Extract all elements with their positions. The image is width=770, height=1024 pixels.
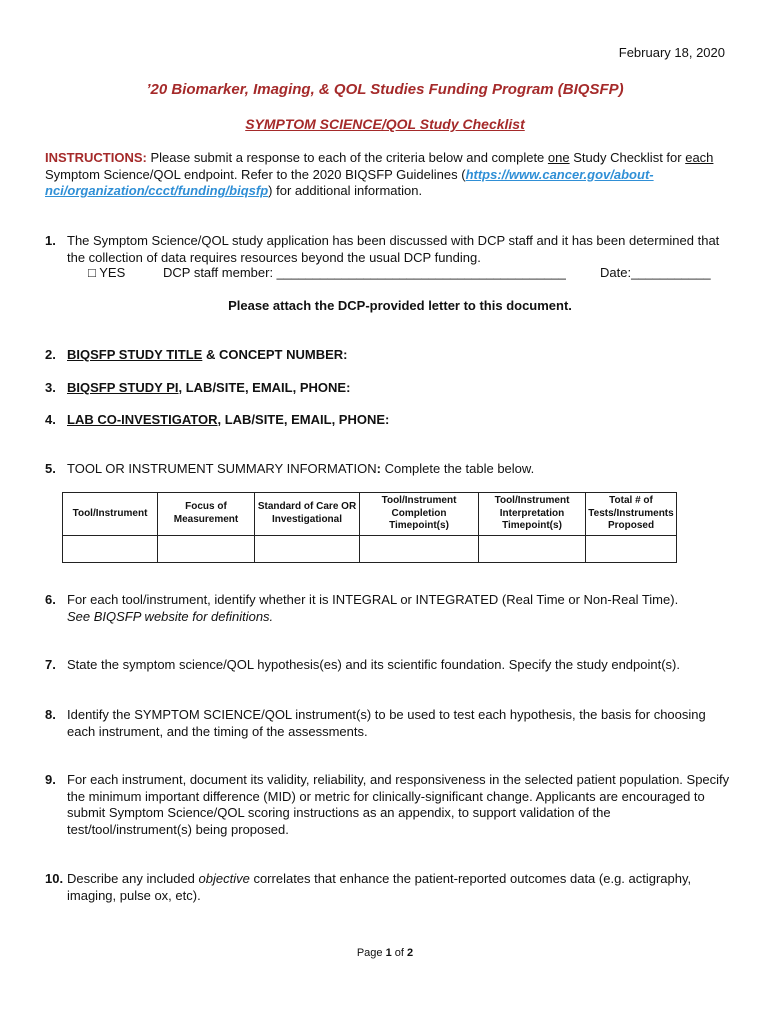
instructions-paragraph bbox=[45, 150, 735, 200]
table-row bbox=[63, 535, 677, 562]
item-text: & CONCEPT NUMBER: bbox=[202, 347, 348, 362]
instructions-emphasis-each: each bbox=[685, 150, 714, 165]
page-prefix: Page bbox=[356, 947, 386, 959]
item-text: , LAB/SITE, EMAIL, PHONE: bbox=[178, 380, 351, 395]
date-field[interactable]: Date:___________ bbox=[600, 265, 711, 280]
document-subtitle: SYMPTOM SCIENCE/QOL Study Checklist bbox=[245, 116, 525, 132]
instructions-emphasis-one: one bbox=[547, 150, 570, 165]
checklist-item-10 bbox=[45, 871, 735, 904]
item-text: State the symptom science/QOL hypothesis(es) and its scientific foundation. Specify the study endpoint(s). bbox=[67, 657, 680, 672]
item-text: For each tool/instrument, identify whether it is INTEGRAL or INTEGRATED (Real Time or Non-Real Time). bbox=[67, 592, 679, 607]
table-cell[interactable] bbox=[255, 535, 360, 562]
column-header-total-proposed: Total # of Tests/Instruments Proposed bbox=[586, 493, 677, 536]
item-colon: : bbox=[376, 461, 381, 476]
document-date: February 18, 2020 bbox=[618, 45, 725, 60]
page-total: 2 bbox=[407, 947, 414, 959]
yes-checkbox[interactable]: □ YES bbox=[88, 265, 126, 280]
study-pi-label: BIQSFP STUDY PI bbox=[67, 380, 179, 395]
attach-letter-note: Please attach the DCP-provided letter to this document. bbox=[228, 298, 572, 313]
item-number: 7. bbox=[45, 657, 56, 672]
item-text: The Symptom Science/QOL study application has been discussed with DCP staff and it has been determined that the collection of data requires resources beyond the usual DCP funding. bbox=[67, 233, 720, 265]
item-number: 5. bbox=[45, 461, 56, 476]
instructions-label: INSTRUCTIONS: bbox=[45, 150, 147, 165]
item-number: 6. bbox=[45, 592, 56, 607]
checklist-item-9 bbox=[45, 772, 735, 838]
guidelines-link[interactable]: https://www.cancer.gov/about-nci/organization/ccct/funding/biqsfp bbox=[45, 166, 654, 198]
checklist-item-3 bbox=[45, 380, 735, 397]
item-text: TOOL OR INSTRUMENT SUMMARY INFORMATION bbox=[67, 461, 377, 476]
checklist-item-7 bbox=[45, 657, 735, 674]
item-italic-word: objective bbox=[198, 871, 250, 886]
instructions-text: ) for additional information. bbox=[268, 183, 423, 198]
page-of: of bbox=[391, 947, 408, 959]
item-number: 3. bbox=[45, 380, 56, 395]
item-text: Identify the SYMPTOM SCIENCE/QOL instrument(s) to be used to test each hypothesis, the basis for choosing each instrument, and the timing of the assessments. bbox=[67, 707, 706, 739]
page-footer bbox=[0, 947, 770, 959]
item-italic-note: See BIQSFP website for definitions. bbox=[67, 608, 274, 624]
table-cell[interactable] bbox=[479, 535, 586, 562]
column-header-focus: Focus of Measurement bbox=[158, 493, 255, 536]
item-text: Complete the table below. bbox=[380, 461, 535, 476]
checklist-item-1 bbox=[45, 233, 735, 266]
instructions-text: Study Checklist for bbox=[569, 150, 686, 165]
checklist-item-2 bbox=[45, 347, 735, 364]
item-number: 10. bbox=[45, 871, 64, 886]
item-text: Describe any included bbox=[67, 871, 199, 886]
table-cell[interactable] bbox=[586, 535, 677, 562]
column-header-interpretation-timepoint: Tool/Instrument Interpretation Timepoint(s) bbox=[479, 493, 586, 536]
table-cell[interactable] bbox=[158, 535, 255, 562]
table-header-row bbox=[63, 493, 677, 536]
column-header-tool: Tool/Instrument bbox=[63, 493, 158, 536]
checklist-item-8 bbox=[45, 707, 735, 740]
page-number: 1 bbox=[385, 947, 392, 959]
item-text: correlates that enhance the patient-reported outcomes data (e.g. actigraphy, imaging, pulse ox, etc). bbox=[67, 871, 692, 903]
tool-summary-table bbox=[62, 492, 677, 563]
checklist-item-4 bbox=[45, 412, 735, 429]
dcp-staff-field[interactable]: DCP staff member: ________________________________________ bbox=[163, 265, 566, 280]
column-header-standard-of-care: Standard of Care OR Investigational bbox=[255, 493, 360, 536]
checklist-item-6 bbox=[45, 592, 735, 625]
study-title-label: BIQSFP STUDY TITLE bbox=[67, 347, 203, 362]
lab-coinvestigator-label: LAB CO-INVESTIGATOR bbox=[67, 412, 218, 427]
item-text: For each instrument, document its validity, reliability, and responsiveness in the selected patient population. Specify the minimum important difference (MID) or metric for clinically-significant change. Applicants are encouraged to submit Symptom Science/QOL scoring instructions as an appendix, to support validation of the test/tool/instrument(s) being proposed. bbox=[67, 772, 730, 837]
item-number: 1. bbox=[45, 233, 56, 248]
instructions-text: Symptom Science/QOL endpoint. Refer to the 2020 BIQSFP Guidelines ( bbox=[45, 166, 466, 182]
checklist-item-5 bbox=[45, 461, 735, 478]
column-header-completion-timepoint: Tool/Instrument Completion Timepoint(s) bbox=[360, 493, 479, 536]
table-cell[interactable] bbox=[360, 535, 479, 562]
item-number: 9. bbox=[45, 772, 56, 787]
item-text: , LAB/SITE, EMAIL, PHONE: bbox=[217, 412, 390, 427]
item-number: 2. bbox=[45, 347, 56, 362]
instructions-text: Please submit a response to each of the criteria below and complete bbox=[146, 150, 548, 165]
item-number: 8. bbox=[45, 707, 56, 722]
table-cell[interactable] bbox=[63, 535, 158, 562]
item-number: 4. bbox=[45, 412, 56, 427]
document-title: ’20 Biomarker, Imaging, & QOL Studies Funding Program (BIQSFP) bbox=[146, 81, 624, 98]
